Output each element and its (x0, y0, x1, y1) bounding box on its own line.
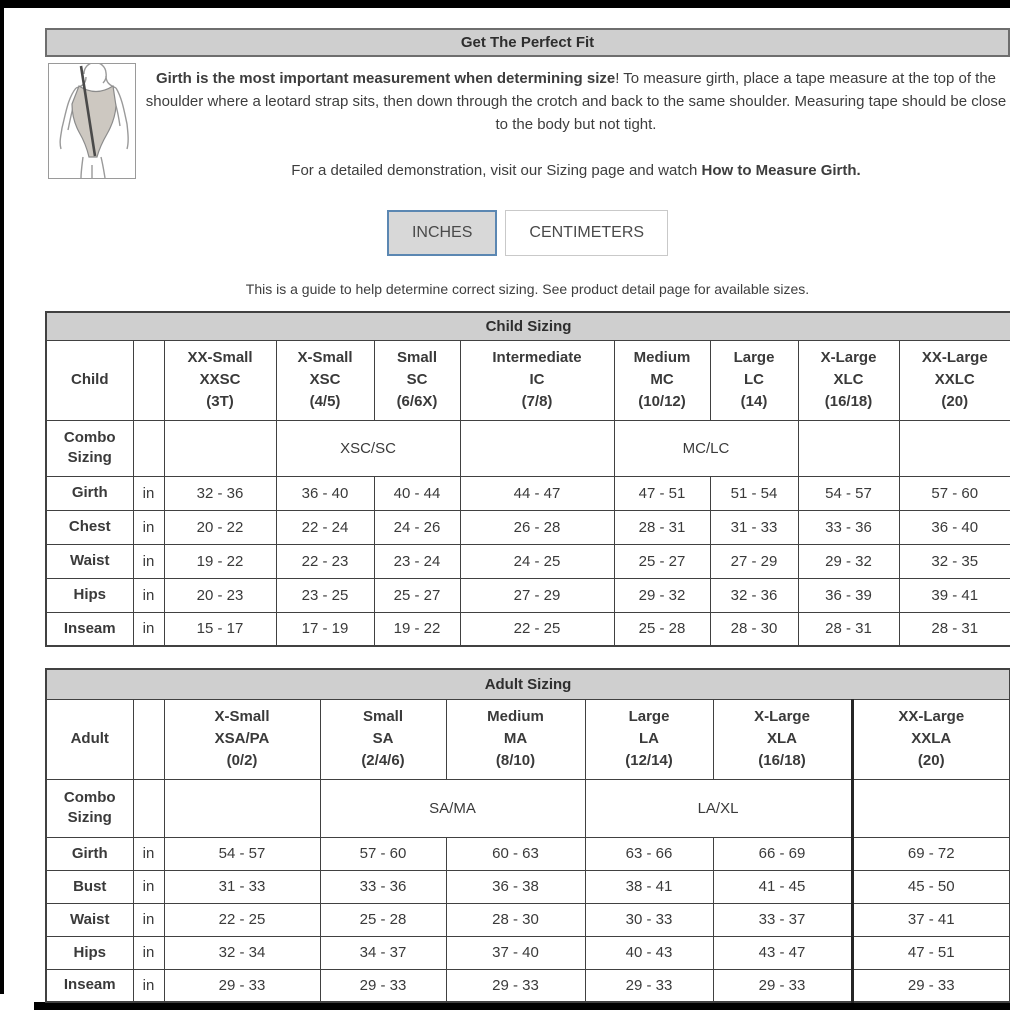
size-column-header: X-Small XSC (4/5) (276, 340, 374, 420)
unit-column-header (133, 340, 164, 420)
size-column-header: Small SA (2/4/6) (320, 699, 446, 779)
adult-measure-row (46, 936, 1010, 969)
demo-regular-text: For a detailed demonstration, visit our Sizing page and watch (291, 162, 702, 179)
child-table-title: Child Sizing (46, 312, 1010, 340)
row-label: Inseam (46, 612, 133, 646)
size-range-cell: 20 - 22 (164, 510, 276, 544)
size-range-cell: 28 - 31 (798, 612, 899, 646)
size-range-cell: 25 - 27 (614, 544, 710, 578)
size-range-cell: 15 - 17 (164, 612, 276, 646)
size-range-cell: 33 - 36 (320, 870, 446, 903)
viewport-edge-left (0, 8, 4, 994)
size-range-cell: 22 - 25 (460, 612, 614, 646)
combo-sizing-cell (899, 420, 1010, 476)
size-column-header: X-Small XSA/PA (0/2) (164, 699, 320, 779)
adult-measure-row (46, 969, 1010, 1002)
combo-sizing-cell (164, 420, 276, 476)
unit-cell: in (133, 936, 164, 969)
size-range-cell: 20 - 23 (164, 578, 276, 612)
size-range-cell: 43 - 47 (713, 936, 852, 969)
size-range-cell: 31 - 33 (164, 870, 320, 903)
size-range-cell: 28 - 31 (614, 510, 710, 544)
size-range-cell: 47 - 51 (614, 476, 710, 510)
child-measure-row (46, 612, 1010, 646)
viewport-edge-bottom (34, 1002, 1010, 1010)
size-range-cell: 54 - 57 (798, 476, 899, 510)
size-range-cell: 17 - 19 (276, 612, 374, 646)
size-range-cell: 57 - 60 (899, 476, 1010, 510)
size-range-cell: 28 - 30 (710, 612, 798, 646)
size-range-cell: 32 - 35 (899, 544, 1010, 578)
size-range-cell: 57 - 60 (320, 837, 446, 870)
child-measure-row (46, 578, 1010, 612)
combo-sizing-cell: LA/XL (585, 779, 852, 837)
size-range-cell: 36 - 39 (798, 578, 899, 612)
intro-bold-text: Girth is the most important measurement when determining size (155, 70, 616, 87)
unit-cell: in (133, 903, 164, 936)
row-label: Girth (46, 837, 133, 870)
intro-text-column (136, 63, 1010, 179)
size-range-cell: 30 - 33 (585, 903, 713, 936)
unit-toggle (45, 210, 1010, 256)
size-range-cell: 51 - 54 (710, 476, 798, 510)
size-column-header: XX-Large XXLC (20) (899, 340, 1010, 420)
unit-cell: in (133, 578, 164, 612)
unit-cell: in (133, 612, 164, 646)
size-column-header: Intermediate IC (7/8) (460, 340, 614, 420)
row-label: Girth (46, 476, 133, 510)
size-range-cell: 41 - 45 (713, 870, 852, 903)
size-range-cell: 27 - 29 (710, 544, 798, 578)
size-column-header: X-Large XLA (16/18) (713, 699, 852, 779)
size-range-cell: 40 - 44 (374, 476, 460, 510)
size-column-header: X-Large XLC (16/18) (798, 340, 899, 420)
child-sizing-table (45, 311, 1010, 647)
unit-column-header (133, 699, 164, 779)
intro-section (45, 63, 1010, 179)
demo-instruction-line (144, 162, 1008, 179)
unit-cell: in (133, 870, 164, 903)
girth-intro-paragraph (144, 67, 1008, 136)
size-range-cell: 36 - 40 (899, 510, 1010, 544)
row-label: Waist (46, 544, 133, 578)
size-range-cell: 24 - 26 (374, 510, 460, 544)
row-label: Hips (46, 936, 133, 969)
size-range-cell: 39 - 41 (899, 578, 1010, 612)
child-measure-row (46, 476, 1010, 510)
size-range-cell: 25 - 28 (614, 612, 710, 646)
size-range-cell: 32 - 36 (710, 578, 798, 612)
adult-table-label: Adult (46, 699, 133, 779)
size-range-cell: 69 - 72 (852, 837, 1010, 870)
row-label: Inseam (46, 969, 133, 1002)
sizing-guide-content (45, 28, 1010, 1003)
size-range-cell: 25 - 27 (374, 578, 460, 612)
size-range-cell: 22 - 24 (276, 510, 374, 544)
combo-sizing-label: Combo Sizing (46, 779, 133, 837)
centimeters-button[interactable]: CENTIMETERS (505, 210, 668, 256)
viewport-edge-top (0, 0, 1010, 8)
size-range-cell: 32 - 36 (164, 476, 276, 510)
size-range-cell: 29 - 33 (164, 969, 320, 1002)
size-range-cell: 34 - 37 (320, 936, 446, 969)
size-column-header: Large LC (14) (710, 340, 798, 420)
unit-cell: in (133, 837, 164, 870)
size-range-cell: 37 - 41 (852, 903, 1010, 936)
size-range-cell: 44 - 47 (460, 476, 614, 510)
page-title: Get The Perfect Fit (460, 34, 595, 51)
size-range-cell: 19 - 22 (164, 544, 276, 578)
combo-sizing-cell (460, 420, 614, 476)
unit-cell (133, 779, 164, 837)
combo-sizing-label: Combo Sizing (46, 420, 133, 476)
size-column-header: Medium MA (8/10) (446, 699, 585, 779)
adult-sizing-table-section (45, 668, 1010, 1003)
unit-cell (133, 420, 164, 476)
adult-table-title: Adult Sizing (46, 669, 1010, 699)
size-range-cell: 33 - 36 (798, 510, 899, 544)
size-range-cell: 66 - 69 (713, 837, 852, 870)
size-range-cell: 37 - 40 (446, 936, 585, 969)
child-sizing-table-section (45, 311, 1010, 647)
row-label: Bust (46, 870, 133, 903)
size-column-header: Small SC (6/6X) (374, 340, 460, 420)
size-range-cell: 29 - 32 (798, 544, 899, 578)
demo-bold-text: How to Measure Girth. (701, 162, 861, 179)
size-range-cell: 22 - 25 (164, 903, 320, 936)
unit-cell: in (133, 544, 164, 578)
size-range-cell: 40 - 43 (585, 936, 713, 969)
unit-cell: in (133, 510, 164, 544)
adult-measure-row (46, 837, 1010, 870)
unit-cell: in (133, 476, 164, 510)
row-label: Waist (46, 903, 133, 936)
size-column-header: XX-Large XXLA (20) (852, 699, 1010, 779)
size-range-cell: 45 - 50 (852, 870, 1010, 903)
size-range-cell: 33 - 37 (713, 903, 852, 936)
size-range-cell: 26 - 28 (460, 510, 614, 544)
adult-measure-row (46, 870, 1010, 903)
size-range-cell: 23 - 25 (276, 578, 374, 612)
size-range-cell: 29 - 33 (852, 969, 1010, 1002)
sizing-guide-note: This is a guide to help determine correct sizing. See product detail page for available sizes. (245, 281, 810, 297)
intro-regular-text: ! To measure girth, place a tape measure at the top of the shoulder where a leotard strap sits, then down through the crotch and back to the same shoulder. Measuring tape should be close to the body but not tight. (145, 70, 1007, 133)
size-range-cell: 54 - 57 (164, 837, 320, 870)
combo-sizing-cell: XSC/SC (276, 420, 460, 476)
leotard-figure-icon (49, 64, 135, 178)
size-range-cell: 25 - 28 (320, 903, 446, 936)
size-range-cell: 23 - 24 (374, 544, 460, 578)
unit-cell: in (133, 969, 164, 1002)
size-column-header: XX-Small XXSC (3T) (164, 340, 276, 420)
size-range-cell: 36 - 40 (276, 476, 374, 510)
page-title-bar (45, 28, 1010, 57)
combo-sizing-cell (798, 420, 899, 476)
inches-button[interactable]: INCHES (387, 210, 497, 256)
size-range-cell: 32 - 34 (164, 936, 320, 969)
size-range-cell: 38 - 41 (585, 870, 713, 903)
row-label: Hips (46, 578, 133, 612)
child-measure-row (46, 510, 1010, 544)
size-range-cell: 27 - 29 (460, 578, 614, 612)
size-range-cell: 28 - 30 (446, 903, 585, 936)
child-measure-row (46, 544, 1010, 578)
adult-sizing-table (45, 668, 1010, 1003)
adult-measure-row (46, 903, 1010, 936)
size-range-cell: 47 - 51 (852, 936, 1010, 969)
child-table-label: Child (46, 340, 133, 420)
combo-sizing-cell (164, 779, 320, 837)
size-range-cell: 29 - 33 (713, 969, 852, 1002)
size-range-cell: 63 - 66 (585, 837, 713, 870)
size-range-cell: 29 - 33 (585, 969, 713, 1002)
combo-sizing-cell: SA/MA (320, 779, 585, 837)
combo-sizing-cell: MC/LC (614, 420, 798, 476)
size-range-cell: 22 - 23 (276, 544, 374, 578)
size-column-header: Medium MC (10/12) (614, 340, 710, 420)
size-range-cell: 19 - 22 (374, 612, 460, 646)
size-range-cell: 29 - 33 (446, 969, 585, 1002)
size-range-cell: 36 - 38 (446, 870, 585, 903)
size-range-cell: 29 - 33 (320, 969, 446, 1002)
combo-sizing-cell (852, 779, 1010, 837)
row-label: Chest (46, 510, 133, 544)
size-range-cell: 28 - 31 (899, 612, 1010, 646)
size-range-cell: 31 - 33 (710, 510, 798, 544)
size-range-cell: 24 - 25 (460, 544, 614, 578)
size-column-header: Large LA (12/14) (585, 699, 713, 779)
size-range-cell: 60 - 63 (446, 837, 585, 870)
size-range-cell: 29 - 32 (614, 578, 710, 612)
girth-measurement-illustration (48, 63, 136, 179)
